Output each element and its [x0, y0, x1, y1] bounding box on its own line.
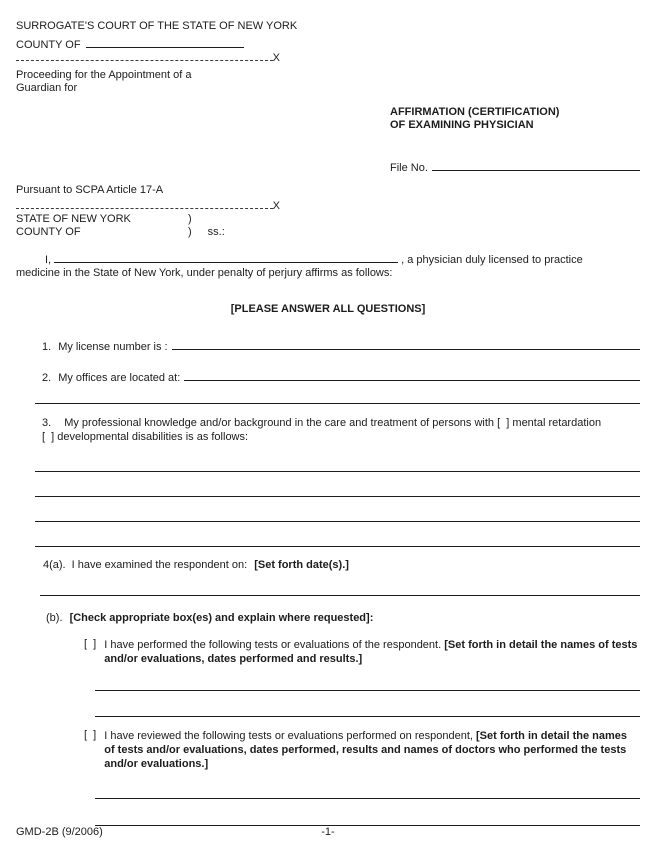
- question-4a-number: 4(a).: [43, 559, 66, 571]
- performed-tests-checkbox[interactable]: [ ]: [84, 638, 97, 650]
- reviewed-tests-text: [104, 729, 640, 771]
- question-4a: [43, 559, 640, 572]
- question-3-text: My professional knowledge and/or background in the care and treatment of persons with: [64, 417, 495, 429]
- question-2-number: 2.: [42, 372, 52, 384]
- mental-retardation-label: mental retardation: [512, 417, 602, 429]
- document-title-line-2: OF EXAMINING PHYSICIAN: [390, 119, 534, 131]
- affirmation-intro: [16, 250, 640, 280]
- proceeding-line-1: Proceeding for the Appointment of a: [16, 69, 192, 81]
- offices-continuation-line[interactable]: [35, 403, 640, 404]
- intro-tail: , a physician duly licensed to practice: [401, 254, 583, 266]
- caption-x-mark: X: [272, 200, 280, 212]
- venue-county-row: [16, 226, 640, 239]
- question-4b: [46, 612, 640, 625]
- file-no-field[interactable]: [432, 157, 640, 171]
- caption-divider: [16, 52, 280, 65]
- form-number: GMD-2B (9/2006): [16, 826, 103, 838]
- dashed-rule: [16, 208, 273, 209]
- page-number: -1-: [321, 826, 335, 838]
- venue-ss-label: ss.:: [207, 226, 225, 238]
- answer-all-questions-instruction: [PLEASE ANSWER ALL QUESTIONS]: [230, 303, 426, 315]
- writing-line[interactable]: [35, 471, 640, 472]
- pursuant-line: Pursuant to SCPA Article 17-A: [16, 184, 164, 196]
- reviewed-tests-checkbox[interactable]: [ ]: [84, 729, 97, 741]
- question-4b-instruction: [Check appropriate box(es) and explain where requested]:: [69, 612, 374, 624]
- reviewed-tests-statement: I have reviewed the following tests or evaluations performed on respondent,: [104, 730, 473, 742]
- exam-dates-line[interactable]: [40, 595, 640, 596]
- county-field[interactable]: [86, 35, 244, 48]
- license-number-field[interactable]: [172, 337, 640, 350]
- question-3-line-2: [42, 431, 640, 444]
- caption-divider-2: [16, 200, 280, 213]
- question-3: [42, 417, 640, 444]
- writing-line[interactable]: [95, 690, 640, 691]
- venue-paren-2: ): [188, 226, 192, 238]
- dashed-rule: [16, 60, 273, 61]
- performed-tests-statement: I have performed the following tests or evaluations of the respondent.: [104, 639, 442, 651]
- court-name: SURROGATE'S COURT OF THE STATE OF NEW YORK: [16, 20, 298, 32]
- page-footer: [16, 826, 640, 839]
- question-1-text: My license number is :: [58, 341, 168, 353]
- writing-line[interactable]: [95, 798, 640, 799]
- caption-x-mark: X: [272, 52, 280, 64]
- performed-tests-text: [104, 638, 640, 666]
- i-label: I,: [45, 254, 52, 266]
- venue-state-row: [16, 213, 640, 226]
- venue-paren-1: ): [188, 213, 192, 225]
- county-label: COUNTY OF: [16, 39, 81, 51]
- question-3-line-1: [42, 417, 640, 430]
- writing-line[interactable]: [95, 716, 640, 717]
- developmental-disabilities-label: developmental disabilities is as follows:: [57, 431, 249, 443]
- physician-name-field[interactable]: [54, 250, 398, 263]
- writing-line[interactable]: [35, 546, 640, 547]
- venue-state-label: STATE OF NEW YORK: [16, 213, 131, 225]
- document-title-block: [390, 106, 640, 175]
- file-no-label: File No.: [390, 162, 428, 174]
- intro-line-1: [16, 250, 640, 267]
- intro-line-2: medicine in the State of New York, under penalty of perjury affirms as follows:: [16, 267, 393, 279]
- question-4a-text: I have examined the respondent on:: [71, 559, 248, 571]
- question-3-number: 3.: [42, 417, 52, 429]
- performed-tests-instruction: [Set forth in detail the names of tests and/or evaluations, dates performed and results.]: [104, 639, 638, 665]
- offices-field[interactable]: [184, 368, 640, 381]
- county-caption-row: [16, 35, 266, 52]
- question-2-row: [42, 368, 640, 385]
- venue-county-label: COUNTY OF: [16, 226, 81, 238]
- proceeding-line-2: Guardian for: [16, 82, 78, 94]
- question-4a-instruction: [Set forth date(s).]: [254, 559, 349, 571]
- document-title-line-1: AFFIRMATION (CERTIFICATION): [390, 106, 560, 118]
- mental-retardation-checkbox[interactable]: [ ]: [497, 417, 510, 429]
- reviewed-tests-instruction: [Set forth in detail the names of tests and/or evaluations, dates performed, results and names of doctors who performed the tests and/or evaluations.]: [104, 730, 627, 770]
- question-1-number: 1.: [42, 341, 52, 353]
- performed-tests-option: [84, 638, 640, 666]
- reviewed-tests-option: [84, 729, 640, 771]
- question-4b-number: (b).: [46, 612, 63, 624]
- writing-line[interactable]: [35, 496, 640, 497]
- developmental-disabilities-checkbox[interactable]: [ ]: [42, 431, 55, 443]
- writing-line[interactable]: [35, 521, 640, 522]
- question-1-row: [42, 337, 640, 354]
- question-2-text: My offices are located at:: [58, 372, 181, 384]
- file-no-row: [390, 157, 640, 175]
